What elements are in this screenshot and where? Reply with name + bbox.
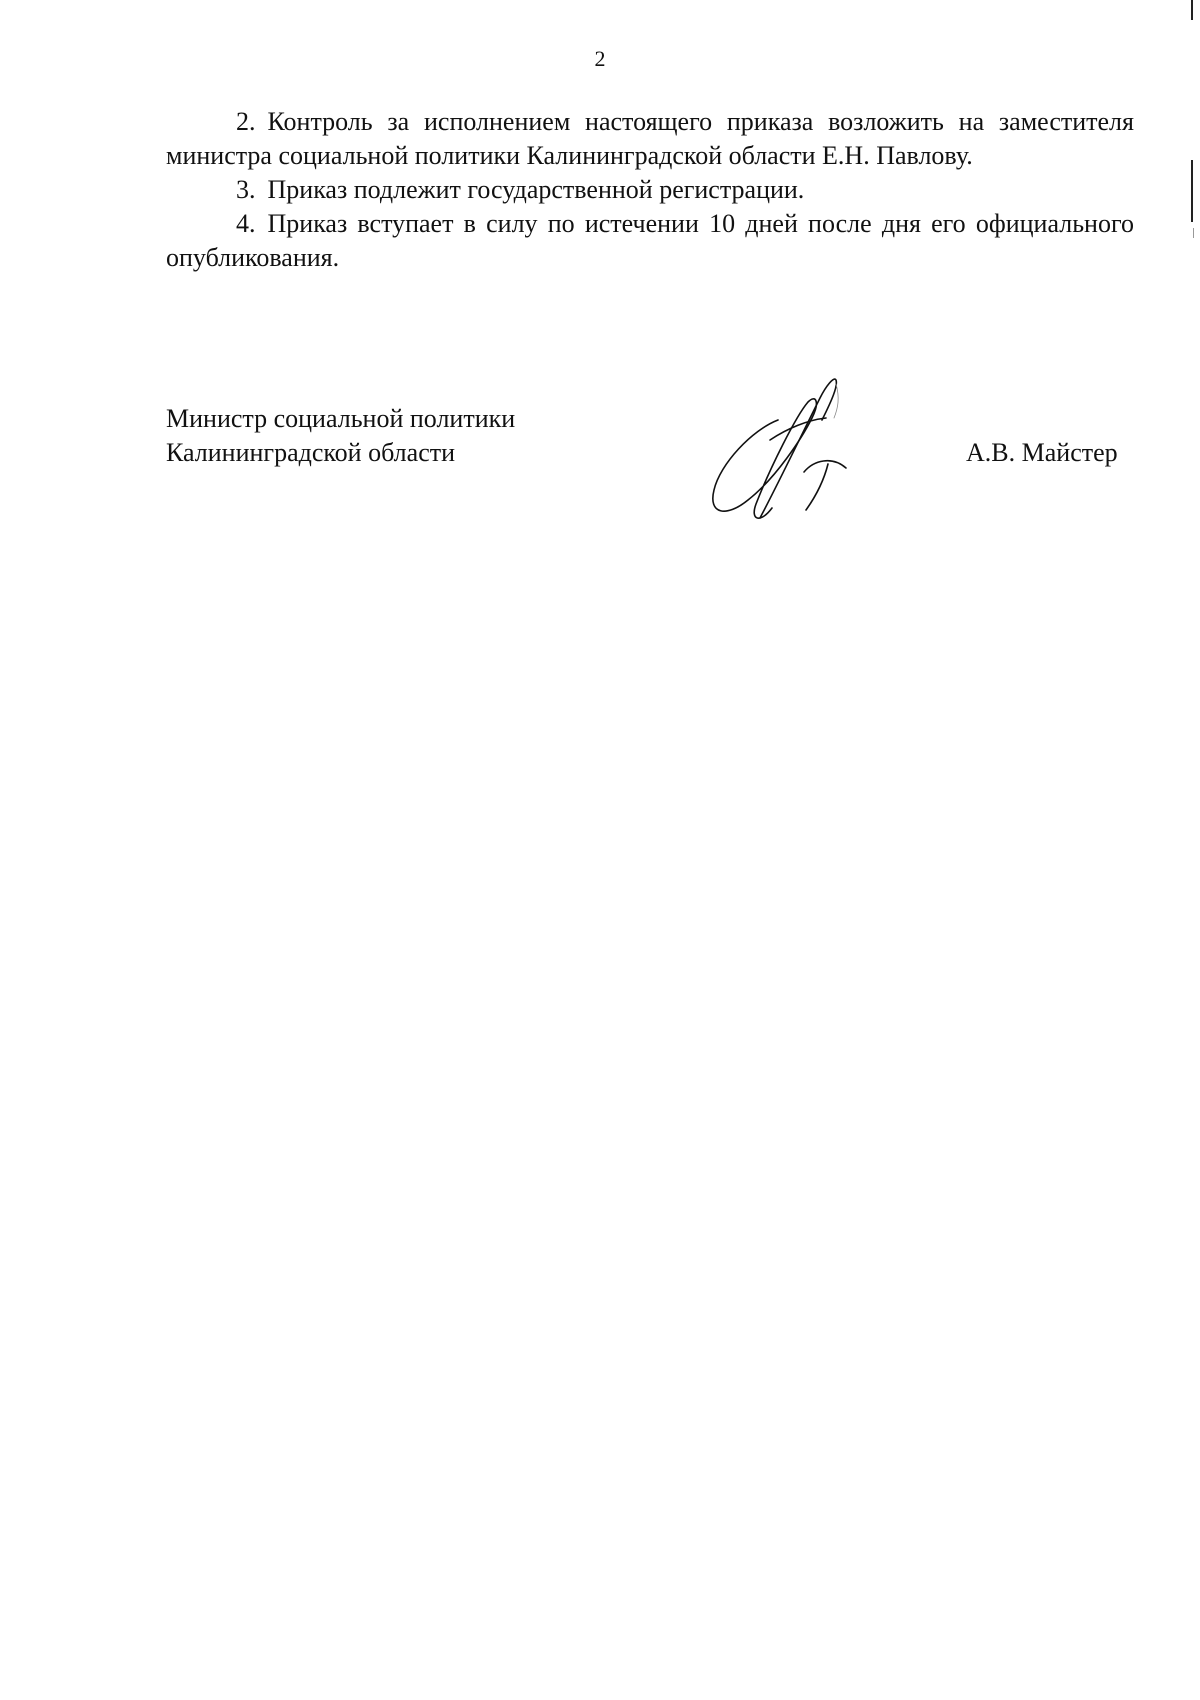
paragraph-3 <box>166 173 1134 207</box>
paragraph-2 <box>166 105 1134 173</box>
paragraph-text: Приказ подлежит государственной регистрации. <box>267 175 805 204</box>
paragraph-number: 2. <box>236 107 256 136</box>
paragraph-number: 4. <box>236 209 256 238</box>
paragraph-text: Контроль за исполнением настоящего приказа возложить на заместителя министра социальной политики Калининградской области Е.Н. Павлову. <box>166 107 1134 170</box>
paragraph-4 <box>166 207 1134 275</box>
signatory-title-line-2: Калининградской области <box>166 438 456 467</box>
paragraph-number: 3. <box>236 175 256 204</box>
scan-edge-mark <box>1191 160 1193 222</box>
scan-edge-mark <box>1193 228 1194 238</box>
scan-edge-mark <box>1191 0 1193 20</box>
signatory-title <box>166 402 515 470</box>
paragraph-text: Приказ вступает в силу по истечении 10 дней после дня его официального опубликования. <box>166 209 1134 272</box>
handwritten-signature <box>700 368 890 528</box>
page-number: 2 <box>594 46 606 71</box>
signatory-name: А.В. Майстер <box>966 438 1118 467</box>
signatory-title-line-1: Министр социальной политики <box>166 404 516 433</box>
document-body <box>166 105 1134 275</box>
